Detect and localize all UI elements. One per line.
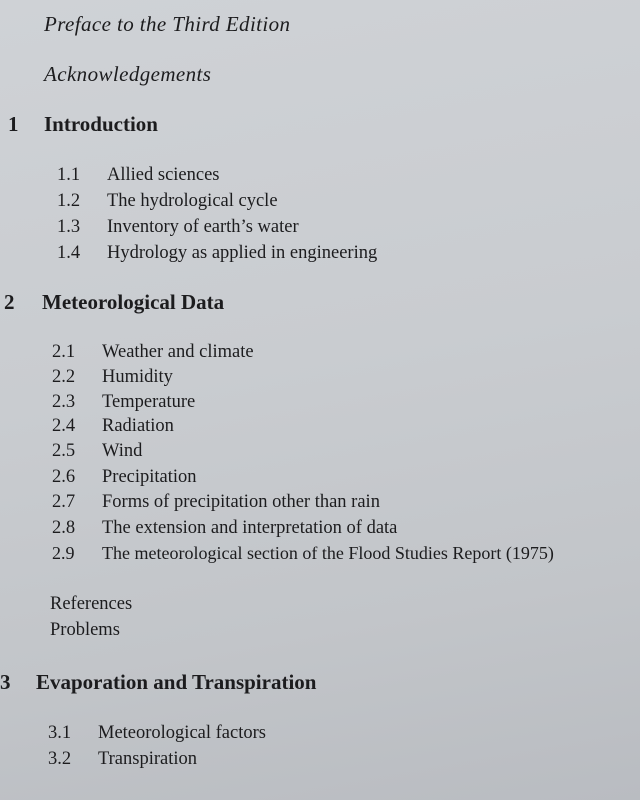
section-number: 2.9: [52, 543, 75, 563]
front-matter-preface: Preface to the Third Edition: [44, 12, 291, 36]
section-title: Precipitation: [102, 467, 197, 487]
section-number: 3.2: [48, 749, 72, 769]
section-title: Forms of precipitation other than rain: [102, 492, 380, 512]
chapter-number: 1: [8, 112, 19, 136]
section-number: 2.8: [52, 518, 76, 538]
section-title: Transpiration: [98, 749, 198, 769]
chapter-title: Meteorological Data: [42, 290, 225, 314]
section-number: 1.1: [57, 165, 81, 185]
section-title: The hydrological cycle: [107, 191, 278, 211]
section-title: Wind: [102, 441, 143, 461]
section-number: 1.4: [57, 243, 81, 263]
section-title: Radiation: [102, 416, 174, 436]
section-title: The extension and interpretation of data: [102, 518, 398, 538]
chapter-title: Introduction: [44, 112, 158, 136]
section-number: 2.6: [52, 467, 76, 487]
section-number: 2.2: [52, 367, 76, 387]
front-matter-acknowledgements: Acknowledgements: [44, 62, 212, 86]
section-number: 3.1: [48, 723, 72, 743]
chapter-number: 3: [0, 670, 11, 694]
chapter-number: 2: [4, 290, 15, 314]
problems-entry: Problems: [50, 620, 120, 640]
section-title: Humidity: [102, 367, 173, 387]
section-title: Temperature: [102, 392, 196, 412]
section-number: 2.5: [52, 441, 76, 461]
section-number: 2.4: [52, 416, 76, 436]
section-title: Weather and climate: [102, 342, 254, 362]
section-number: 2.1: [52, 342, 76, 362]
section-title: Meteorological factors: [98, 723, 266, 743]
references-entry: References: [50, 594, 133, 614]
section-number: 1.2: [57, 191, 81, 211]
section-title: Hydrology as applied in engineering: [107, 243, 378, 263]
section-title: The meteorological section of the Flood Studies Report (1975): [102, 543, 554, 563]
chapter-title: Evaporation and Transpiration: [36, 670, 317, 694]
section-number: 2.7: [52, 492, 76, 512]
section-title: Inventory of earth’s water: [107, 217, 299, 237]
section-number: 1.3: [57, 217, 81, 237]
section-number: 2.3: [52, 392, 76, 412]
section-title: Allied sciences: [107, 165, 220, 185]
